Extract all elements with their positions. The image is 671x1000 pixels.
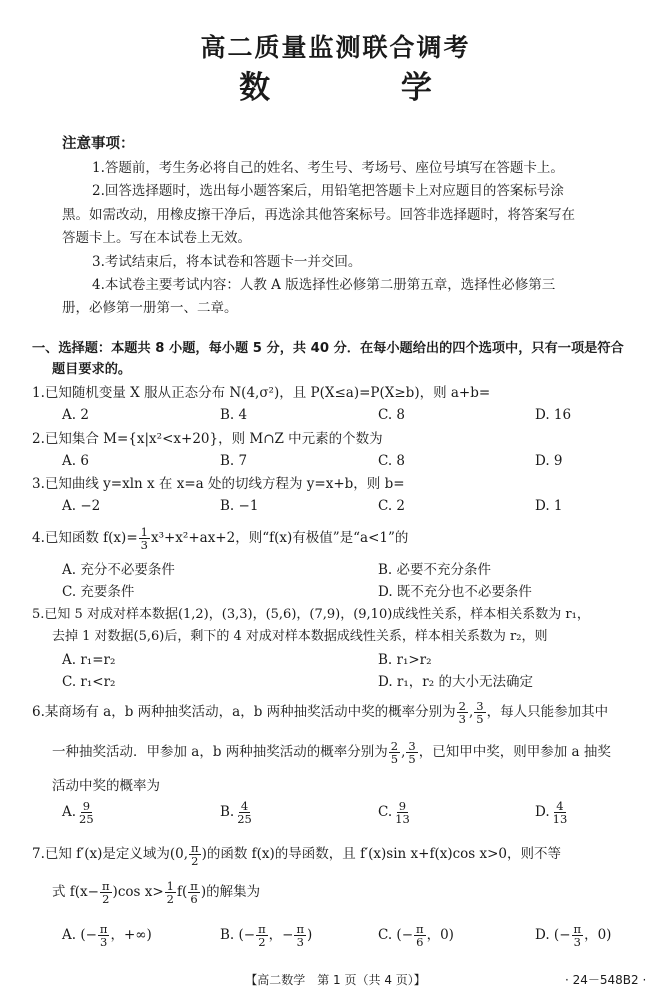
- notice-item-4-line-2: 册，必修第一册第一、二章。: [62, 300, 238, 316]
- fraction-numerator: 1: [140, 525, 148, 539]
- page-footer: 【高二数学 第 1 页（共 4 页）】: [245, 973, 426, 987]
- question-7-text: f(: [176, 884, 188, 901]
- question-7-line-1: [32, 842, 561, 867]
- question-2-option-a: A. 6: [62, 453, 89, 469]
- fraction-denominator: 2: [166, 892, 174, 907]
- question-5-option-a: A. r₁=r₂: [62, 652, 116, 668]
- option-fraction: [572, 923, 584, 948]
- option-letter: D.: [535, 804, 550, 821]
- fraction-numerator: π: [258, 922, 266, 936]
- fraction-numerator: 9: [82, 799, 91, 813]
- question-6-text: ，已知甲中奖，则甲参加 a 抽奖: [418, 744, 611, 761]
- fraction-pi-over-2: [189, 842, 201, 867]
- fraction-denominator: 5: [408, 752, 416, 767]
- fraction-denominator: 3: [296, 935, 304, 950]
- fraction-numerator: 4: [240, 799, 249, 813]
- question-6-text: ，每人只能参加其中: [486, 704, 609, 721]
- option-fraction: [551, 800, 570, 825]
- question-6-option-b: [220, 800, 255, 825]
- question-4-stem: [32, 526, 408, 551]
- fraction-denominator: 6: [416, 935, 424, 950]
- fraction-pi-over-2: [100, 880, 112, 905]
- question-7-option-c: [378, 923, 454, 948]
- question-7-option-a: [62, 923, 152, 948]
- question-3-stem: 3.已知曲线 y=xln x 在 x=a 处的切线方程为 y=x+b，则 b=: [32, 476, 405, 492]
- question-6-text: 6.某商场有 a，b 两种抽奖活动，a，b 两种抽奖活动中奖的概率分别为: [32, 704, 456, 721]
- fraction-numerator: 2: [458, 699, 466, 713]
- exam-title: 高二质量监测联合调考: [200, 33, 471, 62]
- option-text: ，0): [584, 927, 612, 944]
- option-fraction: [235, 800, 254, 825]
- fraction-denominator: 25: [79, 812, 94, 827]
- option-fraction: [77, 800, 96, 825]
- fraction-denominator: 3: [573, 935, 581, 950]
- fraction-join-b: [406, 740, 417, 765]
- option-text: D. (−: [535, 927, 571, 944]
- question-3-option-c: C. 2: [378, 498, 406, 514]
- question-6-line-1: 6.某商场有 a，b 两种抽奖活动，a，b 两种抽奖活动中奖的概率分别为 $\frac{2}{3}$ , $\frac{3}{5}$ ，每人只能参加其中: [32, 699, 609, 727]
- question-6-line-3: 活动中奖的概率为: [52, 778, 160, 794]
- fraction-one-half: [165, 880, 176, 905]
- fraction-denominator: 13: [552, 812, 568, 827]
- question-5-option-c: C. r₁<r₂: [62, 674, 116, 690]
- fraction-denominator: 13: [395, 812, 410, 827]
- exam-code: · 24－548B2 ·: [565, 973, 647, 987]
- question-4-stem-end: x³+x²+ax+2，则“f(x)有极值”是“a<1”的: [150, 530, 409, 547]
- fraction-numerator: π: [190, 879, 198, 893]
- question-4-stem-start: 4.已知函数 f(x)=: [32, 530, 138, 547]
- fraction-denominator: 3: [140, 538, 148, 553]
- option-text: B. (−: [220, 927, 256, 944]
- fraction-numerator: π: [573, 922, 582, 936]
- question-3-option-b: B. −1: [220, 498, 259, 514]
- section-heading-line-2: 题目要求的。: [52, 362, 132, 377]
- question-7-text: 7.已知 f′(x)是定义域为(0,: [32, 846, 189, 863]
- notice-item-3: 3.考试结束后，将本试卷和答题卡一并交回。: [92, 254, 362, 270]
- fraction-denominator: 5: [390, 752, 399, 767]
- option-letter: C.: [378, 804, 393, 821]
- question-5-stem-line-2: 去掉 1 对数据(5,6)后，剩下的 4 对成对样本数据成线性关系，样本相关系数为 r₂，则: [52, 629, 548, 644]
- question-2-option-d: D. 9: [535, 453, 563, 469]
- fraction-a-win: [457, 700, 468, 725]
- option-text: C. (−: [378, 927, 414, 944]
- option-fraction: [393, 800, 412, 825]
- option-fraction: [294, 923, 306, 948]
- notice-item-1: 1.答题前，考生务必将自己的姓名、考生号、考场号、座位号填写在答题卡上。: [92, 160, 564, 176]
- question-6-option-c: [378, 800, 413, 825]
- fraction-denominator: 5: [476, 712, 484, 727]
- question-3-option-a: A. −2: [62, 498, 101, 514]
- question-4-option-c: C. 充要条件: [62, 584, 135, 600]
- option-text: ，0): [426, 927, 454, 944]
- subject-title: 数 学: [239, 70, 492, 106]
- option-letter: A.: [62, 804, 77, 821]
- question-1-option-b: B. 4: [220, 407, 248, 423]
- fraction-denominator: 2: [258, 935, 266, 950]
- notice-item-2-line-1: 2.回答选择题时，选出每小题答案后，用铅笔把答题卡上对应题目的答案标号涂: [92, 183, 564, 199]
- option-fraction: [98, 923, 110, 948]
- fraction-join-a: [389, 740, 400, 765]
- fraction-denominator: 3: [458, 712, 466, 727]
- question-7-text: 式 f(x−: [52, 884, 99, 901]
- section-heading-line-1: 一、选择题：本题共 8 小题，每小题 5 分，共 40 分．在每小题给出的四个选项中，只有一项是符合: [32, 341, 624, 356]
- question-2-option-c: C. 8: [378, 453, 406, 469]
- fraction-denominator: 3: [100, 935, 108, 950]
- fraction-numerator: 3: [408, 739, 416, 753]
- question-3-option-d: D. 1: [535, 498, 563, 514]
- fraction-numerator: π: [99, 922, 108, 936]
- question-1-option-c: C. 8: [378, 407, 406, 423]
- question-1-option-d: D. 16: [535, 407, 572, 423]
- fraction-numerator: 2: [390, 739, 399, 753]
- question-1-option-a: A. 2: [62, 407, 89, 423]
- fraction-pi-over-6: [188, 880, 200, 905]
- question-2-stem: 2.已知集合 M={x|x²<x+20}，则 M∩Z 中元素的个数为: [32, 431, 383, 447]
- option-fraction: [414, 923, 426, 948]
- fraction-one-third: [139, 526, 150, 551]
- question-4-option-d: D. 既不充分也不必要条件: [378, 584, 532, 600]
- fraction-numerator: 9: [398, 799, 407, 813]
- question-4-option-a: A. 充分不必要条件: [62, 562, 175, 578]
- fraction-numerator: 4: [556, 799, 564, 813]
- question-6-line-2: 一种抽奖活动．甲参加 a，b 两种抽奖活动的概率分别为 $\frac{2}{5}$ , $\frac{3}{5}$ ，已知甲中奖，则甲参加 a 抽奖: [52, 739, 611, 767]
- question-2-option-b: B. 7: [220, 453, 248, 469]
- question-7-text: )cos x>: [112, 884, 164, 901]
- notice-item-4-line-1: 4.本试卷主要考试内容：人教 A 版选择性必修第二册第五章，选择性必修第三: [92, 277, 556, 293]
- fraction-numerator: 3: [476, 699, 484, 713]
- fraction-denominator: 2: [191, 854, 199, 869]
- fraction-b-win: [474, 700, 485, 725]
- question-7-text: )的解集为: [200, 884, 261, 901]
- fraction-numerator: 1: [166, 879, 174, 893]
- fraction-denominator: 2: [102, 892, 110, 907]
- question-7-option-d: [535, 923, 611, 948]
- question-5-stem-line-1: 5.已知 5 对成对样本数据(1,2)，(3,3)，(5,6)，(7,9)，(9,10)成线性关系，样本相关系数为 r₁，: [32, 607, 590, 622]
- fraction-numerator: π: [191, 841, 199, 855]
- fraction-numerator: π: [296, 922, 305, 936]
- notice-heading: 注意事项：: [62, 136, 135, 152]
- fraction-denominator: 25: [237, 812, 252, 827]
- option-text: ，+∞): [110, 927, 152, 944]
- fraction-denominator: 6: [190, 892, 198, 907]
- fraction-numerator: π: [416, 922, 424, 936]
- question-4-option-b: B. 必要不充分条件: [378, 562, 492, 578]
- option-text: A. (−: [62, 927, 97, 944]
- option-text: ): [307, 927, 313, 944]
- question-1-stem: 1.已知随机变量 X 服从正态分布 N(4,σ²)，且 P(X≤a)=P(X≥b)，则 a+b=: [32, 385, 491, 401]
- option-letter: B.: [220, 804, 235, 821]
- question-5-option-d: D. r₁，r₂ 的大小无法确定: [378, 674, 533, 690]
- option-text: ，−: [268, 927, 294, 944]
- question-6-option-d: [535, 800, 570, 825]
- question-7-text: )的函数 f(x)的导函数，且 f′(x)sin x+f(x)cos x>0，则不等: [201, 846, 562, 863]
- question-6-text: 一种抽奖活动．甲参加 a，b 两种抽奖活动的概率分别为: [52, 744, 388, 761]
- question-5-option-b: B. r₁>r₂: [378, 652, 432, 668]
- question-6-option-a: [62, 800, 97, 825]
- option-fraction: [256, 923, 268, 948]
- question-7-line-2: [52, 880, 260, 905]
- question-7-option-b: [220, 923, 312, 948]
- notice-item-2-line-3: 答题卡上。写在本试卷上无效。: [62, 230, 251, 246]
- notice-item-2-line-2: 黑。如需改动，用橡皮擦干净后，再选涂其他答案标号。回答非选择题时，将答案写在: [62, 207, 575, 223]
- fraction-numerator: π: [101, 879, 110, 893]
